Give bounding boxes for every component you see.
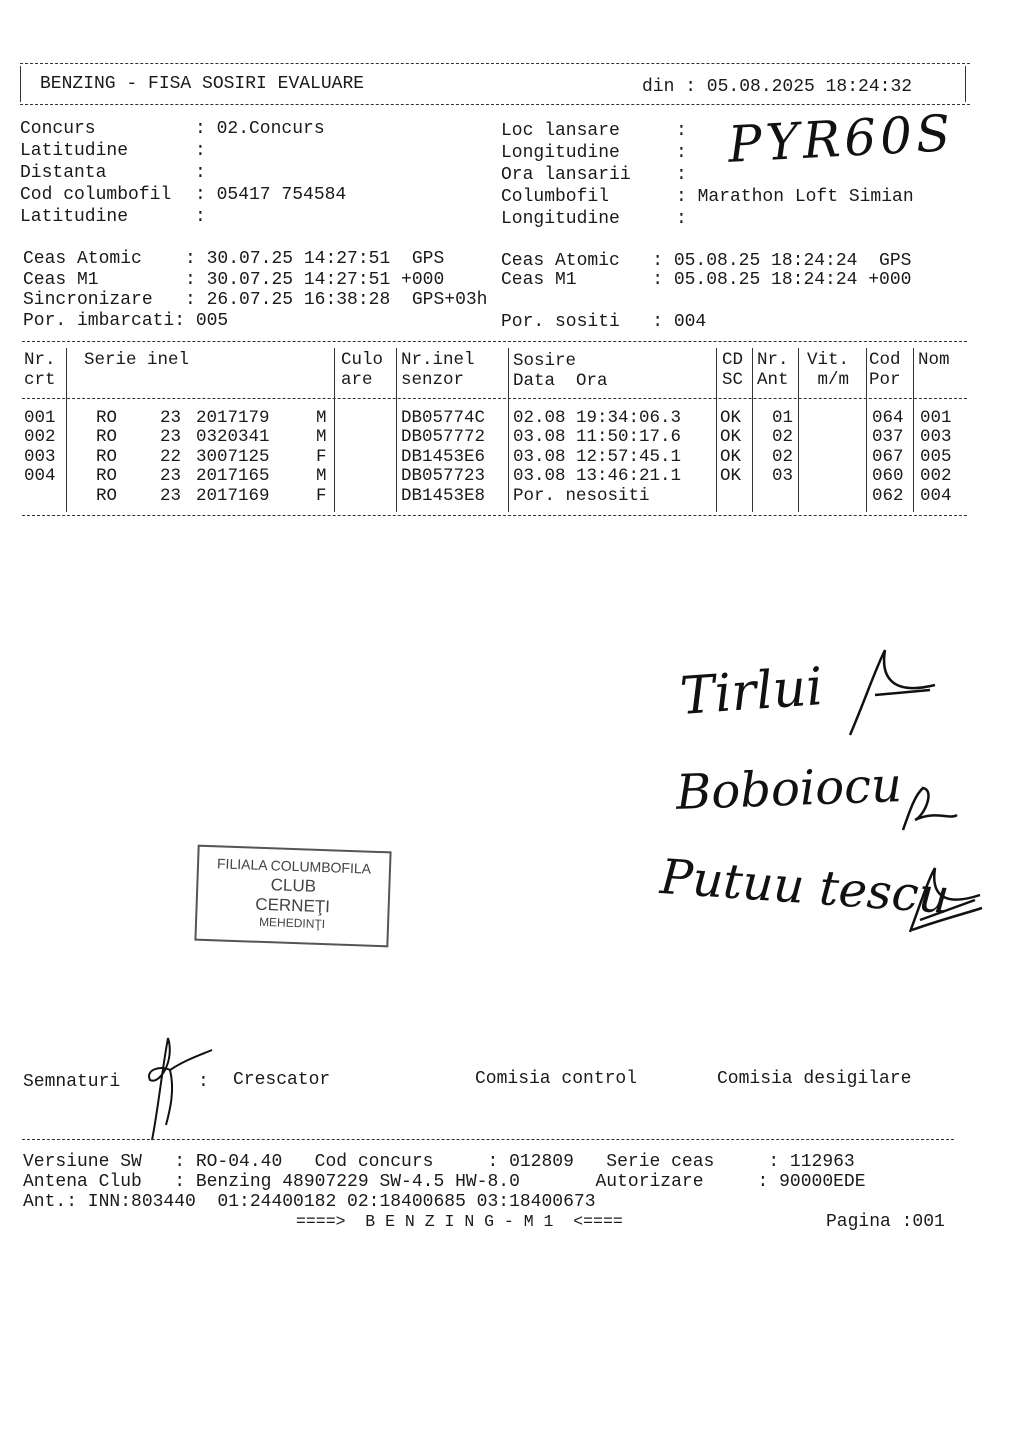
table-col-divider — [752, 348, 753, 512]
cell-nr: 002 — [24, 427, 56, 447]
cell-sosire: 03.08 13:46:21.1 — [513, 466, 682, 486]
cell-an: 22 — [160, 447, 182, 467]
info-label: Latitudine — [20, 141, 129, 161]
stamp-line: CERNEŢI — [255, 894, 331, 917]
handwritten-name: Boboiocu — [675, 757, 903, 821]
cell-cod: 067 — [872, 447, 904, 467]
header-serie: Serie inel — [84, 350, 190, 370]
stamp-line: CLUB — [270, 875, 317, 896]
info-label: Latitudine — [20, 207, 129, 227]
info-value: : Marathon Loft Simian — [676, 187, 914, 207]
cell-nr: 004 — [24, 466, 56, 486]
cell-cod: 062 — [872, 486, 904, 506]
info-value: : 05417 754584 — [195, 185, 347, 205]
clock-left-line: Por. imbarcati: 005 — [23, 311, 229, 331]
cell-cod: 060 — [872, 466, 904, 486]
cell-nom: 002 — [920, 466, 952, 486]
cell-ant: 01 — [772, 408, 794, 428]
cell-cod: 037 — [872, 427, 904, 447]
cell-inel: 3007125 — [196, 447, 270, 467]
clock-right-line: Ceas M1 : 05.08.25 18:24:24 +000 — [501, 270, 912, 290]
header-right-border — [965, 66, 966, 102]
info-value: : — [676, 143, 687, 163]
cell-cdsc: OK — [720, 447, 742, 467]
cell-nr: 001 — [24, 408, 56, 428]
page-number: Pagina :001 — [826, 1212, 945, 1232]
header-sosire: Data Ora — [513, 371, 608, 391]
info-label: Columbofil — [501, 187, 610, 207]
table-top-border — [22, 341, 967, 342]
cell-cdsc: OK — [720, 427, 742, 447]
header-left-border — [20, 66, 21, 102]
handwritten-name: Putuu tescu — [658, 848, 952, 926]
cell-sosire: 03.08 12:57:45.1 — [513, 447, 682, 467]
handwritten-location: PYR60S — [726, 104, 956, 174]
table-col-divider — [913, 348, 914, 512]
header-bottom-border — [20, 104, 970, 105]
info-label: Cod columbofil — [20, 185, 172, 205]
cell-an: 23 — [160, 466, 182, 486]
cell-an: 23 — [160, 427, 182, 447]
info-label: Distanta — [20, 163, 107, 183]
cell-sex: F — [316, 486, 327, 506]
cell-sosire: 03.08 11:50:17.6 — [513, 427, 682, 447]
footer-line: Ant.: INN:803440 01:24400182 02:18400685 03:18400673 — [23, 1192, 596, 1212]
handwritten-signature — [895, 780, 965, 840]
crescator-signature — [140, 1030, 220, 1150]
cell-sex: M — [316, 466, 327, 486]
handwritten-signature — [900, 860, 985, 940]
cell-sosire: Por. nesositi — [513, 486, 650, 506]
cell-tara: RO — [96, 466, 118, 486]
clock-left-line: Ceas M1 : 30.07.25 14:27:51 +000 — [23, 270, 445, 290]
info-value: : — [676, 209, 687, 229]
handwritten-name: Tirlui — [678, 657, 825, 727]
header-vit: m/m — [807, 370, 850, 390]
cell-inel: 2017179 — [196, 408, 270, 428]
clock-left-line: Sincronizare : 26.07.25 16:38:28 GPS+03h — [23, 290, 488, 310]
cell-cdsc: OK — [720, 466, 742, 486]
cell-inel: 2017165 — [196, 466, 270, 486]
cell-nom: 005 — [920, 447, 952, 467]
table-col-divider — [716, 348, 717, 512]
cell-an: 23 — [160, 486, 182, 506]
cell-nom: 004 — [920, 486, 952, 506]
stamp-line: FILIALA COLUMBOFILA — [216, 855, 372, 877]
cell-cod: 064 — [872, 408, 904, 428]
report-date: din : 05.08.2025 18:24:32 — [642, 77, 913, 97]
cell-nom: 003 — [920, 427, 952, 447]
cell-senzor: DB1453E6 — [401, 447, 486, 467]
cell-tara: RO — [96, 427, 118, 447]
cell-tara: RO — [96, 447, 118, 467]
header-nom: Nom — [918, 350, 950, 370]
header-cdsc: CD — [722, 350, 744, 370]
header-ant: Ant — [757, 370, 789, 390]
info-value: : — [195, 163, 206, 183]
table-col-divider — [396, 348, 397, 512]
footer-line: Antena Club : Benzing 48907229 SW-4.5 HW-8.0 Autorizare : 90000EDE — [23, 1172, 866, 1192]
cell-senzor: DB057772 — [401, 427, 486, 447]
cell-sex: M — [316, 427, 327, 447]
cell-ant: 02 — [772, 427, 794, 447]
table-col-divider — [66, 348, 67, 512]
header-culoare: are — [341, 370, 373, 390]
clock-left-line: Ceas Atomic : 30.07.25 14:27:51 GPS — [23, 249, 445, 269]
cell-sex: M — [316, 408, 327, 428]
cell-tara: RO — [96, 486, 118, 506]
cell-inel: 2017169 — [196, 486, 270, 506]
footer-device: ====> B E N Z I N G - M 1 <==== — [296, 1212, 623, 1231]
info-value: : — [676, 121, 687, 141]
header-culoare: Culo — [341, 350, 384, 370]
info-value: : — [195, 141, 206, 161]
info-label: Longitudine — [501, 143, 620, 163]
signature-comisia-control: Comisia control — [475, 1069, 638, 1089]
table-bottom-border — [22, 515, 967, 516]
table-col-divider — [866, 348, 867, 512]
footer-separator — [22, 1139, 954, 1140]
info-value: : — [195, 207, 206, 227]
header-nr: crt — [24, 370, 56, 390]
table-header-separator — [22, 398, 967, 399]
clock-right-line: Por. sositi : 004 — [501, 312, 707, 332]
cell-senzor: DB1453E8 — [401, 486, 486, 506]
header-senzor: senzor — [401, 370, 465, 390]
header-vit: Vit. — [807, 350, 850, 370]
info-value: : 02.Concurs — [195, 119, 325, 139]
header-ant: Nr. — [757, 350, 789, 370]
header-cdsc: SC — [722, 370, 744, 390]
info-label: Loc lansare — [501, 121, 620, 141]
header-cod: Por — [869, 370, 901, 390]
cell-an: 23 — [160, 408, 182, 428]
cell-nr: 003 — [24, 447, 56, 467]
signature-crescator: Crescator — [233, 1070, 331, 1090]
page-title: BENZING - FISA SOSIRI EVALUARE — [40, 74, 365, 94]
table-col-divider — [334, 348, 335, 512]
header-cod: Cod — [869, 350, 901, 370]
info-label: Ora lansarii — [501, 165, 631, 185]
cell-ant: 02 — [772, 447, 794, 467]
header-nr: Nr. — [24, 350, 56, 370]
cell-senzor: DB05774C — [401, 408, 486, 428]
info-label: Concurs — [20, 119, 96, 139]
footer-line: Versiune SW : RO-04.40 Cod concurs : 012809 Serie ceas : 112963 — [23, 1152, 855, 1172]
handwritten-signature — [840, 640, 950, 750]
header-top-border — [20, 63, 970, 64]
signatures-colon: : — [198, 1072, 209, 1092]
clock-right-line: Ceas Atomic : 05.08.25 18:24:24 GPS — [501, 251, 912, 271]
signatures-label: Semnaturi — [23, 1072, 121, 1092]
club-stamp — [194, 845, 391, 948]
signature-comisia-desigilare: Comisia desigilare — [717, 1069, 912, 1089]
cell-cdsc: OK — [720, 408, 742, 428]
cell-senzor: DB057723 — [401, 466, 486, 486]
info-label: Longitudine — [501, 209, 620, 229]
cell-tara: RO — [96, 408, 118, 428]
cell-sex: F — [316, 447, 327, 467]
cell-ant: 03 — [772, 466, 794, 486]
cell-nom: 001 — [920, 408, 952, 428]
table-col-divider — [798, 348, 799, 512]
cell-inel: 0320341 — [196, 427, 270, 447]
stamp-line: MEHEDINŢI — [258, 914, 326, 932]
header-senzor: Nr.inel — [401, 350, 475, 370]
cell-sosire: 02.08 19:34:06.3 — [513, 408, 682, 428]
info-value: : — [676, 165, 687, 185]
table-col-divider — [508, 348, 509, 512]
header-sosire: Sosire — [513, 351, 577, 371]
